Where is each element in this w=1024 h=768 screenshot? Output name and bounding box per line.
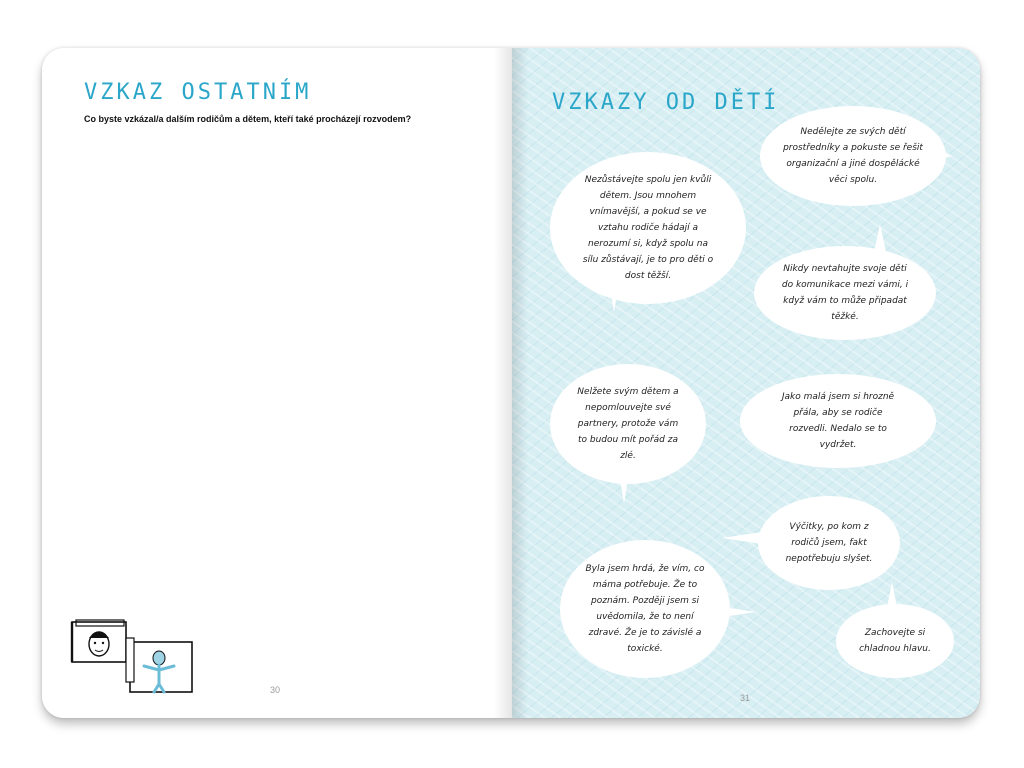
- speech-bubble: [740, 374, 936, 468]
- page-number-right: 31: [740, 693, 751, 703]
- speech-bubble: [836, 604, 954, 678]
- speech-bubble-text: Nikdy nevtahujte svoje děti do komunikace mezi vámi, i když vám to může připadat těžké.: [781, 264, 909, 322]
- speech-bubble-text: Byla jsem hrdá, že vím, co máma potřebuje. Že to poznám. Později jsem si uvědomila, že to není zdravé. Že je to závislé a toxické.: [585, 564, 705, 654]
- page-number-left: 30: [270, 685, 281, 695]
- speech-bubble-tail: [722, 532, 762, 544]
- speech-bubble: [550, 152, 746, 304]
- speech-bubble-text: Zachovejte si chladnou hlavu.: [859, 628, 931, 654]
- windows-illustration: [70, 618, 200, 698]
- right-page-title: VZKAZY OD DĚTÍ: [552, 90, 780, 115]
- book-spread: [42, 48, 980, 718]
- gutter-shadow-right: [512, 48, 528, 718]
- speech-bubble: [754, 246, 936, 340]
- speech-bubble-text: Nelžete svým dětem a nepomlouvejte své partnery, protože vám to budou mít pořád za zlé.: [577, 387, 679, 461]
- left-page: [42, 48, 512, 718]
- speech-bubble-text: Nedělejte ze svých dětí prostředníky a pokuste se řešit organizační a jiné dospělácké věci spolu.: [783, 127, 923, 185]
- right-page: [512, 48, 980, 718]
- speech-bubble: [550, 364, 706, 484]
- left-page-prompt: Co byste vzkázal/a dalším rodičům a dětem, kteří také procházejí rozvodem?: [84, 114, 412, 124]
- speech-bubble-text: Nezůstávejte spolu jen kvůli dětem. Jsou mnohem vnímavější, a pokud se ve vztahu rodiče hádají a nerozumí si, když spolu na sílu zůstávají, je to pro děti o dost těžší.: [582, 175, 714, 281]
- gutter-shadow-left: [494, 48, 512, 718]
- speech-bubble-text: Výčitky, po kom z rodičů jsem, fakt nepotřebuju slyšet.: [785, 522, 873, 564]
- speech-bubble: [760, 106, 946, 206]
- speech-bubble: [560, 540, 730, 678]
- left-page-title: VZKAZ OSTATNÍM: [84, 80, 312, 105]
- speech-bubble-text: Jako malá jsem si hrozně přála, aby se rodiče rozvedli. Nedalo se to vydržet.: [781, 392, 895, 450]
- speech-bubble: [758, 496, 900, 590]
